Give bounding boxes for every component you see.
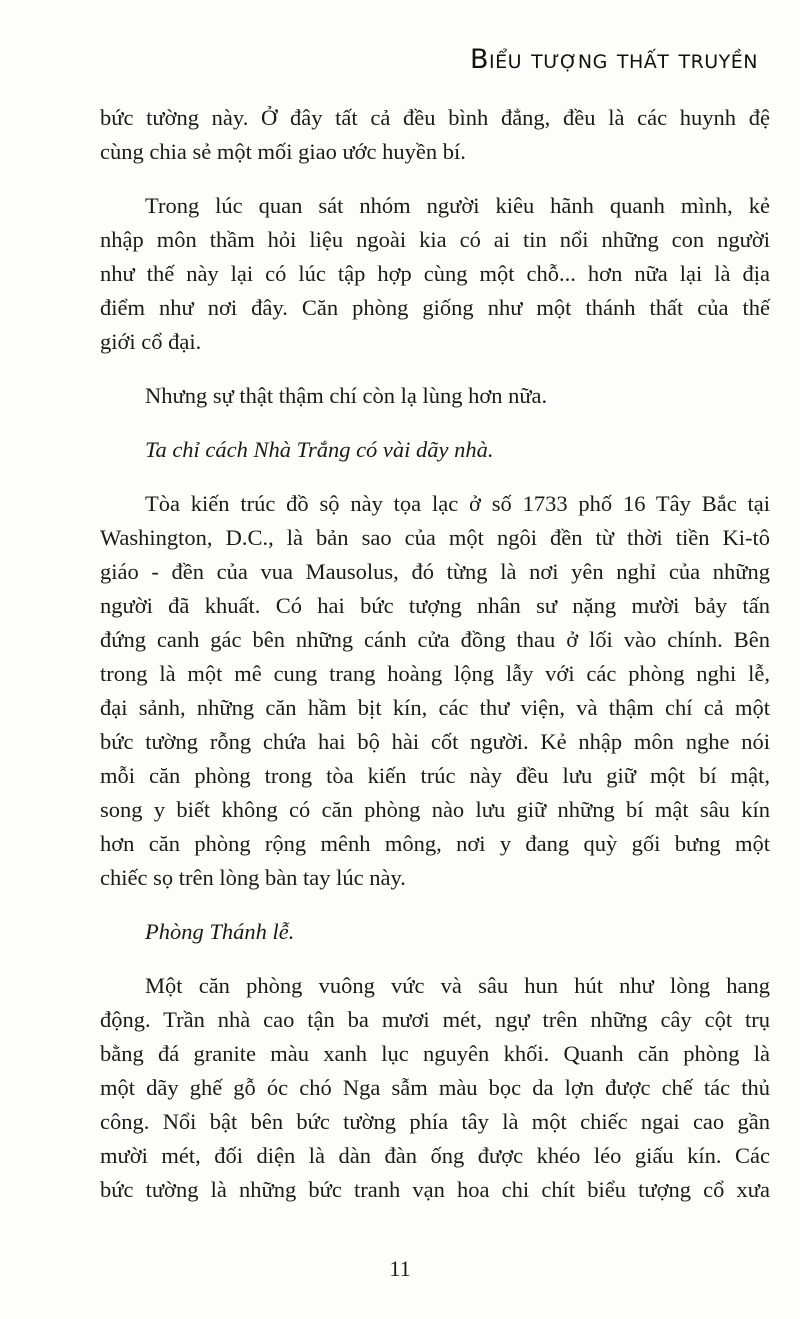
text-line: Washington, D.C., là bản sao của một ngôi đền từ thời tiền Ki-tô	[100, 525, 770, 550]
paragraph	[100, 379, 770, 413]
text-line: bức tường là những bức tranh vạn hoa chi chít biểu tượng cổ xưa	[100, 1177, 770, 1202]
text-line: động. Trần nhà cao tận ba mươi mét, ngự trên những cây cột trụ	[100, 1007, 770, 1032]
paragraph	[100, 189, 770, 359]
text-line: như thế này lại có lúc tập hợp cùng một chỗ... hơn nữa lại là địa	[100, 261, 770, 286]
text-line: đứng canh gác bên những cánh cửa đồng thau ở lối vào chính. Bên	[100, 627, 770, 652]
text-line: chiếc sọ trên lòng bàn tay lúc này.	[100, 865, 406, 890]
text-line: giới cổ đại.	[100, 329, 202, 354]
text-line: nhập môn thầm hỏi liệu ngoài kia có ai tin nổi những con người	[100, 227, 770, 252]
text-line: mỗi căn phòng trong tòa kiến trúc này đều lưu giữ một bí mật,	[100, 763, 770, 788]
text-line: Trong lúc quan sát nhóm người kiêu hãnh quanh mình, kẻ	[145, 193, 770, 218]
body-text	[100, 101, 770, 1227]
text-line: công. Nổi bật bên bức tường phía tây là một chiếc ngai cao gần	[100, 1109, 770, 1134]
text-line: cùng chia sẻ một mối giao ước huyền bí.	[100, 139, 466, 164]
text-line: Nhưng sự thật thậm chí còn lạ lùng hơn nữa.	[145, 383, 548, 408]
text-line: bức tường này. Ở đây tất cả đều bình đẳng, đều là các huynh đệ	[100, 105, 770, 130]
paragraph	[100, 487, 770, 895]
text-line: đại sảnh, những căn hầm bịt kín, các thư viện, và thậm chí cả một	[100, 695, 770, 720]
text-line: Tòa kiến trúc đồ sộ này tọa lạc ở số 1733 phố 16 Tây Bắc tại	[145, 491, 770, 516]
italic-paragraph	[100, 915, 770, 949]
page-number: 11	[389, 1256, 411, 1281]
text-line: một dãy ghế gỗ óc chó Nga sẫm màu bọc da lợn được chế tác thủ	[100, 1075, 770, 1100]
text-line: trong là một mê cung trang hoàng lộng lẫy với các phòng nghi lễ,	[100, 661, 770, 686]
running-head-title: Biểu tượng thất truyền	[469, 44, 758, 75]
text-line: người đã khuất. Có hai bức tượng nhân sư nặng mười bảy tấn	[100, 593, 770, 618]
text-line: giáo - đền của vua Mausolus, đó từng là nơi yên nghỉ của những	[100, 559, 770, 584]
text-line: song y biết không có căn phòng nào lưu giữ những bí mật sâu kín	[100, 797, 770, 822]
text-line: hơn căn phòng rộng mênh mông, nơi y đang quỳ gối bưng một	[100, 831, 770, 856]
text-line: mười mét, đối diện là dàn đàn ống được khéo léo giấu kín. Các	[100, 1143, 770, 1168]
italic-paragraph	[100, 433, 770, 467]
text-line: điểm như nơi đây. Căn phòng giống như một thánh thất của thế	[100, 295, 770, 320]
text-line: Một căn phòng vuông vức và sâu hun hút như lòng hang	[145, 973, 770, 998]
text-line: Ta chỉ cách Nhà Trắng có vài dãy nhà.	[145, 437, 494, 462]
text-line: bằng đá granite màu xanh lục nguyên khối. Quanh căn phòng là	[100, 1041, 770, 1066]
text-line: Phòng Thánh lễ.	[145, 919, 295, 944]
paragraph	[100, 969, 770, 1207]
paragraph	[100, 101, 770, 169]
text-line: bức tường rỗng chứa hai bộ hài cốt người. Kẻ nhập môn nghe nói	[100, 729, 770, 754]
